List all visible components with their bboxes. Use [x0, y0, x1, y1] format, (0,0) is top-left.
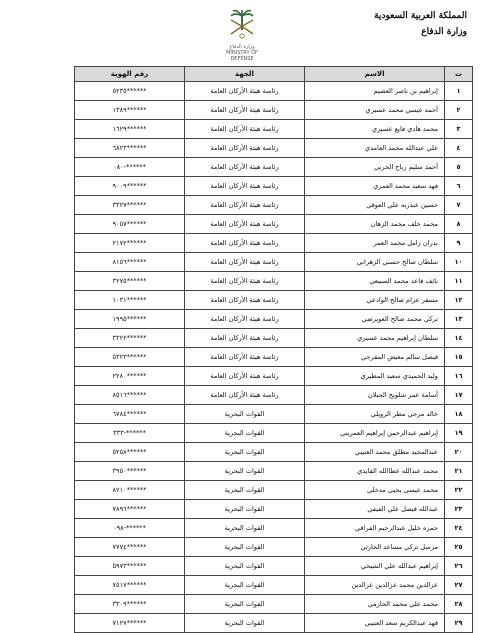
cell-name: علي عبدالله محمد الغامدي: [305, 139, 445, 158]
cell-no: ١٧: [445, 386, 473, 405]
cell-no: ١٣: [445, 310, 473, 329]
cell-id: ٣٣٢٧******: [75, 196, 185, 215]
cell-no: ١١: [445, 272, 473, 291]
cell-name: محمد عبدالله عطاالله القايدي: [305, 462, 445, 481]
cell-dept: رئاسة هيئة الأركان العامة: [185, 101, 305, 120]
cell-name: أسامة عمر شلويح الحبلان: [305, 386, 445, 405]
cell-id: ٨٢١٠******: [75, 481, 185, 500]
cell-dept: رئاسة هيئة الأركان العامة: [185, 139, 305, 158]
cell-name: حسين عبدربه علي العوفي: [305, 196, 445, 215]
cell-id: ٦٨٢٣******: [75, 139, 185, 158]
table-row: [75, 158, 473, 177]
cell-dept: رئاسة هيئة الأركان العامة: [185, 291, 305, 310]
cell-dept: القوات البحرية: [185, 557, 305, 576]
cell-id: ١٠٣١******: [75, 291, 185, 310]
table-row: [75, 291, 473, 310]
cell-dept: رئاسة هيئة الأركان العامة: [185, 367, 305, 386]
header-no: ت: [445, 67, 473, 82]
cell-no: ٤: [445, 139, 473, 158]
cell-name: سلطان إبراهيم محمد عسيري: [305, 329, 445, 348]
cell-no: ٢١: [445, 462, 473, 481]
cell-dept: القوات البحرية: [185, 424, 305, 443]
table-row: [75, 348, 473, 367]
emblem-graphic: [225, 6, 259, 40]
cell-id: ٦٧٨٤******: [75, 405, 185, 424]
cell-no: ٢٣: [445, 500, 473, 519]
cell-dept: القوات البحرية: [185, 576, 305, 595]
cell-id: ١٩٩٥******: [75, 310, 185, 329]
cell-dept: رئاسة هيئة الأركان العامة: [185, 386, 305, 405]
ministry-title: وزارة الدفاع: [421, 27, 467, 37]
cell-no: ٩: [445, 234, 473, 253]
cell-name: خالد مرجي مطر الرويلي: [305, 405, 445, 424]
table-row: [75, 405, 473, 424]
cell-no: ٢٨: [445, 595, 473, 614]
cell-id: ٨٥١٦******: [75, 386, 185, 405]
cell-dept: القوات البحرية: [185, 519, 305, 538]
cell-dept: القوات البحرية: [185, 405, 305, 424]
cell-dept: رئاسة هيئة الأركان العامة: [185, 177, 305, 196]
cell-name: وليد الحميدي سعيد المطيري: [305, 367, 445, 386]
cell-no: ١٠: [445, 253, 473, 272]
cell-dept: القوات البحرية: [185, 443, 305, 462]
table-row: [75, 196, 473, 215]
table-row: [75, 367, 473, 386]
cell-name: مرسل تركي مساعد الحارثي: [305, 538, 445, 557]
document-header: [374, 8, 467, 40]
cell-id: ٢٢٨٠******: [75, 367, 185, 386]
cell-name: عبدالله فيصل علي الفيفي: [305, 500, 445, 519]
cell-name: فهد عبدالكريم سعد العتيبي: [305, 614, 445, 633]
cell-id: ٧٥١٧******: [75, 576, 185, 595]
table-row: [75, 101, 473, 120]
cell-id: ٣٩٥٠******: [75, 462, 185, 481]
table-row: [75, 557, 473, 576]
kingdom-title: المملكة العربية السعودية: [374, 11, 467, 21]
cell-no: ٦: [445, 177, 473, 196]
cell-name: محمد هادي فايع عسيري: [305, 120, 445, 139]
table-row: [75, 424, 473, 443]
table-row: [75, 595, 473, 614]
cell-no: ٢٩: [445, 614, 473, 633]
cell-id: ٥٣٢٣******: [75, 348, 185, 367]
table-row: [75, 519, 473, 538]
table-header-row: [75, 67, 473, 82]
cell-dept: رئاسة هيئة الأركان العامة: [185, 310, 305, 329]
cell-name: بدران زامل محمد العمر: [305, 234, 445, 253]
table-row: [75, 139, 473, 158]
cell-name: محمد خلف محمد الزهان: [305, 215, 445, 234]
table-row: [75, 177, 473, 196]
cell-name: عبدالمجيد مطلق محمد العتيبي: [305, 443, 445, 462]
cell-name: إبراهيم عبدالرحمن إبراهيم العمريني: [305, 424, 445, 443]
cell-dept: القوات البحرية: [185, 595, 305, 614]
header-id: رقم الهوية: [75, 67, 185, 82]
cell-dept: القوات البحرية: [185, 462, 305, 481]
cell-id: ٥٩٧٣******: [75, 557, 185, 576]
table-row: [75, 234, 473, 253]
cell-id: ١٦٢٩******: [75, 120, 185, 139]
cell-id: ٠٨٠-******: [75, 158, 185, 177]
cell-id: ٥٢٣٥******: [75, 82, 185, 101]
cell-name: تركي محمد صالح العويرضي: [305, 310, 445, 329]
cell-name: إبراهيم عبدالله علي الشيخي: [305, 557, 445, 576]
cell-id: ٧٨٩٦******: [75, 500, 185, 519]
cell-name: حمزه خليل عبدالرحيم الفراقي: [305, 519, 445, 538]
table-row: [75, 443, 473, 462]
cell-dept: القوات البحرية: [185, 500, 305, 519]
cell-dept: رئاسة هيئة الأركان العامة: [185, 215, 305, 234]
cell-dept: القوات البحرية: [185, 614, 305, 633]
table-row: [75, 120, 473, 139]
cell-id: ٣٢٧٥******: [75, 272, 185, 291]
cell-id: ٧٧٧٤******: [75, 538, 185, 557]
table-row: [75, 215, 473, 234]
header-name: الاسم: [305, 67, 445, 82]
cell-dept: رئاسة هيئة الأركان العامة: [185, 329, 305, 348]
cell-dept: رئاسة هيئة الأركان العامة: [185, 158, 305, 177]
table-row: [75, 500, 473, 519]
cell-id: ٨١٥٦******: [75, 253, 185, 272]
cell-id: ٩٠٥٧******: [75, 215, 185, 234]
cell-dept: رئاسة هيئة الأركان العامة: [185, 82, 305, 101]
personnel-table: [74, 66, 472, 633]
cell-dept: رئاسة هيئة الأركان العامة: [185, 253, 305, 272]
cell-dept: رئاسة هيئة الأركان العامة: [185, 120, 305, 139]
cell-name: نائف قاعد محمد السبيعي: [305, 272, 445, 291]
cell-id: ٣٣٠٩******: [75, 595, 185, 614]
header-dept: الجهة: [185, 67, 305, 82]
cell-id: ٣٣٢٢******: [75, 329, 185, 348]
table-row: [75, 82, 473, 101]
saudi-emblem-icon: [216, 6, 268, 60]
cell-no: ٢٤: [445, 519, 473, 538]
cell-id: ٢١٧٢******: [75, 234, 185, 253]
cell-name: فهد سعيد محمد العمري: [305, 177, 445, 196]
cell-no: ٢٥: [445, 538, 473, 557]
cell-no: ٢٠: [445, 443, 473, 462]
cell-id: ٧١٢٧******: [75, 614, 185, 633]
cell-no: ٢٢: [445, 481, 473, 500]
cell-id: ٠٩٨-******: [75, 519, 185, 538]
emblem-text-en: MINISTRY OF DEFENSE: [226, 50, 258, 62]
cell-no: ١٨: [445, 405, 473, 424]
cell-name: أحمد سليم رباح الحربي: [305, 158, 445, 177]
table-row: [75, 310, 473, 329]
cell-name: أحمد عيسى محمد عسيري: [305, 101, 445, 120]
cell-no: ١٦: [445, 367, 473, 386]
table-row: [75, 576, 473, 595]
cell-dept: رئاسة هيئة الأركان العامة: [185, 348, 305, 367]
cell-name: سلطان صالح حسني الزهراني: [305, 253, 445, 272]
cell-no: ٢: [445, 101, 473, 120]
cell-name: محمد علي محمد الحازمي: [305, 595, 445, 614]
cell-name: فيصل سالم معيض المقرجي: [305, 348, 445, 367]
cell-dept: رئاسة هيئة الأركان العامة: [185, 196, 305, 215]
cell-no: ١: [445, 82, 473, 101]
table-row: [75, 329, 473, 348]
table-row: [75, 481, 473, 500]
cell-no: ١٤: [445, 329, 473, 348]
table-row: [75, 538, 473, 557]
table-row: [75, 253, 473, 272]
cell-no: ٣: [445, 120, 473, 139]
cell-id: ٩٠٠٩******: [75, 177, 185, 196]
cell-no: ١٢: [445, 291, 473, 310]
cell-dept: رئاسة هيئة الأركان العامة: [185, 234, 305, 253]
table-row: [75, 462, 473, 481]
cell-no: ٥: [445, 158, 473, 177]
cell-name: عزالدين محمد عزالدين عزالدين: [305, 576, 445, 595]
cell-no: ٢٧: [445, 576, 473, 595]
cell-name: محمد عيسى يحيى مدخلي: [305, 481, 445, 500]
cell-name: إبراهيم بن ناصر العصيم: [305, 82, 445, 101]
cell-no: ١٩: [445, 424, 473, 443]
cell-id: ٣٣٣-******: [75, 424, 185, 443]
table-row: [75, 272, 473, 291]
table-row: [75, 386, 473, 405]
cell-dept: القوات البحرية: [185, 481, 305, 500]
cell-dept: القوات البحرية: [185, 538, 305, 557]
cell-name: مسفر عزام صالح الوادعي: [305, 291, 445, 310]
cell-no: ٢٦: [445, 557, 473, 576]
cell-no: ١٥: [445, 348, 473, 367]
cell-no: ٨: [445, 215, 473, 234]
emblem-text-ar: وزارة الدفاع: [229, 44, 255, 50]
table-row: [75, 614, 473, 633]
cell-id: ٥٢٥٨******: [75, 443, 185, 462]
cell-no: ٧: [445, 196, 473, 215]
cell-dept: رئاسة هيئة الأركان العامة: [185, 272, 305, 291]
cell-id: ١٣٨٩******: [75, 101, 185, 120]
